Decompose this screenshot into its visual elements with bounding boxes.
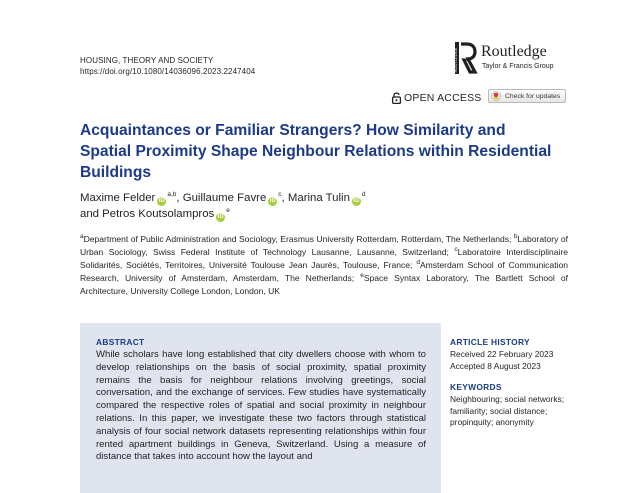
open-lock-icon [392,92,401,104]
affil-key: c [454,246,458,254]
received-date: Received 22 February 2023 [450,349,554,359]
affil-key: a [80,233,84,241]
crossmark-icon [491,91,501,101]
keywords [450,382,570,429]
accepted-date: Accepted 8 August 2023 [450,360,541,371]
affil-text: Laboratory of Urban Sociology, Swiss Federal Institute of Technology Lausanne, Lausanne, Switzerland; [80,234,569,257]
article-history-heading: ARTICLE HISTORY [450,337,530,347]
journal-name: HOUSING, THEORY AND SOCIETY [80,56,214,65]
abstract-heading: ABSTRACT [96,337,145,347]
routledge-r-logo-icon [455,42,477,74]
author-list: Maxime Felder iD$^{a,b}$, Guillaume Favre $iD^c$, Marina Tulin $iD^d$ and Petros Koutsolampros $iD^e$ [80,191,366,220]
affil-text: Department of Public Administration and Sociology, Erasmus University Rotterdam, Rotterdam, The Netherlands; [83,234,512,244]
open-access-badge [392,92,481,104]
author-name: Marina Tulin [287,192,350,204]
journal-header [80,55,255,77]
orcid-icon[interactable]: iD [269,198,276,204]
author-name: Guillaume Favre [182,192,267,204]
author-affil-marker: c [278,191,282,199]
orcid-icon[interactable]: iD [217,214,224,220]
article-title: Acquaintances or Familiar Strangers? How Similarity and Spatial Proximity Shape Neighbour Relations within Residential Buildings [80,122,552,181]
abstract-text: While scholars have long established that city dwellers choose with whom to develop relationships on the basis of social proximity, spatial proximity remains the basis for neighbour relations involving greetings, social conversation, and the exchange of services. Few studies have systematically compared the respective roles of spatial and social proximity in neighbour relations. In this paper, we investigate these two factors through statistical analysis of four social network datasets representing relationships within four rented apartment buildings in Geneva, Switzerland. Using a measure of distance that takes into account how the layout and [96,349,426,463]
author-name: Maxime Felder [80,192,156,204]
publisher-name: Routledge [481,43,547,60]
affil-text: Amsterdam School of Communication Research, University of Amsterdam, Amsterdam, The Netherlands; [80,260,568,283]
author-affil-marker: e [226,207,230,215]
publisher-group: Taylor & Francis Group [482,63,554,70]
affil-key: b [513,233,518,241]
affil-text: Laboratoire Interdisciplinaire Solidarités, Sociétés, Territoires, Université Toulouse Jean Jaurès, Toulouse, France; [80,247,569,270]
doi-link[interactable]: https://doi.org/10.1080/14036096.2023.2247404 [80,67,256,76]
publisher-logo[interactable] [455,42,575,74]
orcid-icon[interactable]: iD [158,198,165,204]
author-name: Petros Koutsolampros [102,208,215,220]
check-for-updates-label: Check for updates [505,92,561,100]
affil-text: Space Syntax Laboratory, The Bartlett School of Architecture, University College London, London, UK [80,273,569,296]
check-for-updates-button[interactable] [488,89,566,103]
svg-text:ROUTLEDGE: ROUTLEDGE [453,47,458,73]
orcid-icon[interactable]: iD [353,198,360,204]
open-access-label: OPEN ACCESS [404,92,482,104]
affil-key: e [360,272,364,280]
article-history [450,337,570,372]
keywords-heading: KEYWORDS [450,382,502,392]
affiliations [80,233,568,298]
author-affil-marker: d [361,191,366,199]
affil-key: d [416,259,420,267]
keywords-text: Neighbouring; social networks; familiarity; social distance; propinquity; anonymity [450,394,565,427]
author-affil-marker: a,b [167,191,177,199]
